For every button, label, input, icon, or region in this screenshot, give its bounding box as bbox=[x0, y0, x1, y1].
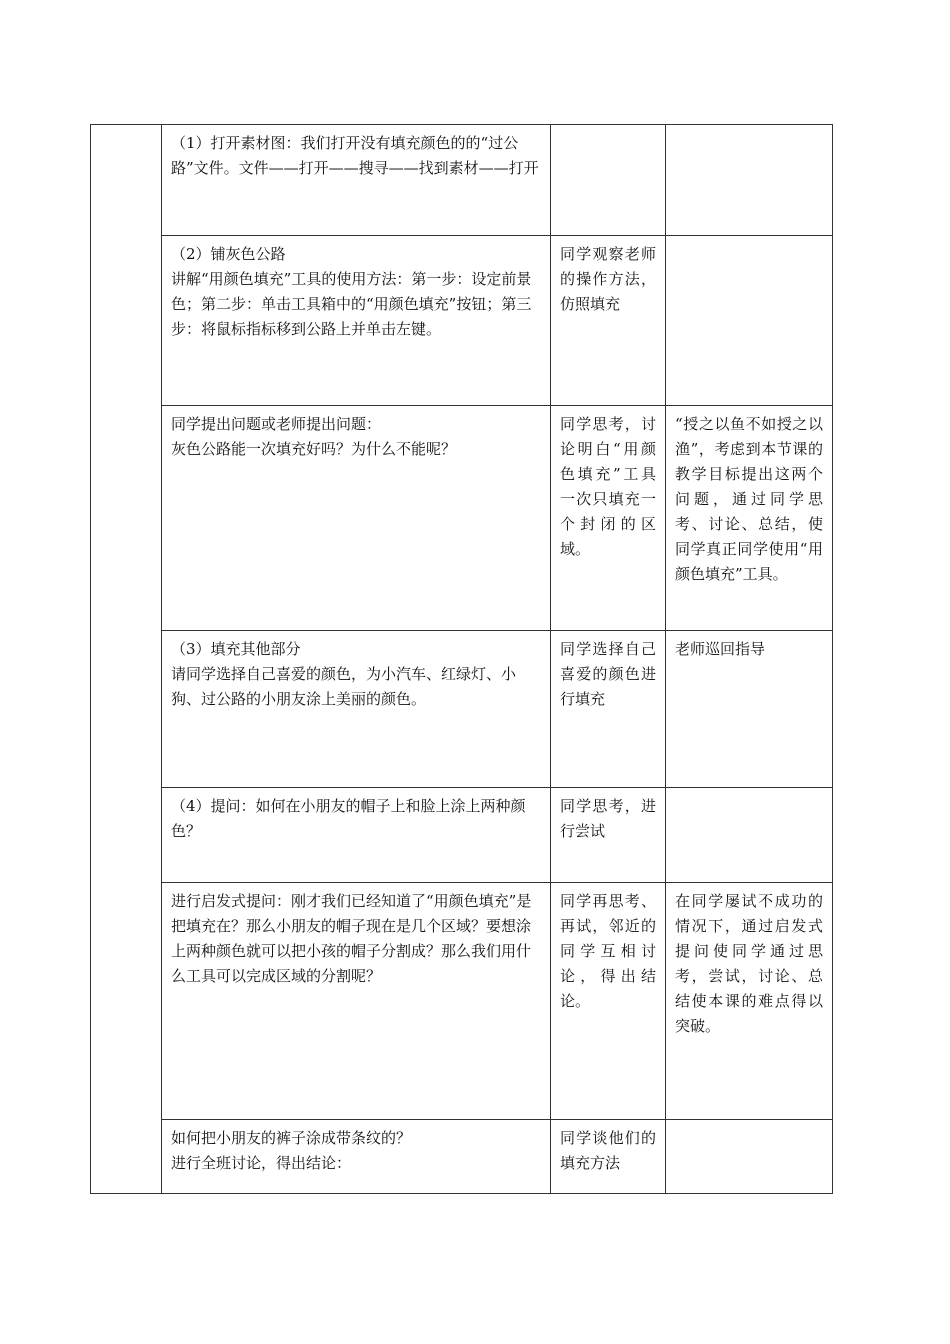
content-cell bbox=[162, 125, 551, 236]
table-row bbox=[91, 788, 833, 883]
table-row bbox=[91, 631, 833, 788]
student-activity-cell: 同学观察老师的操作方法，仿照填充 bbox=[551, 236, 666, 406]
student-activity-cell bbox=[551, 125, 666, 236]
content-text: （1）打开素材图：我们打开没有填充颜色的的“过公路”文件。文件——打开——搜寻——找到素材——打开 bbox=[171, 134, 539, 177]
content-heading: 如何把小朋友的裤子涂成带条纹的？ bbox=[171, 1129, 412, 1147]
content-cell bbox=[162, 788, 551, 883]
content-text: 讲解“用颜色填充”工具的使用方法：第一步：设定前景色；第二步：单击工具箱中的“用颜色填充”按钮；第三步：将鼠标指标移到公路上并单击左键。 bbox=[171, 270, 532, 338]
design-note-cell: 在同学屡试不成功的情况下，通过启发式提问使同学通过思考，尝试，讨论、总结使本课的难点得以突破。 bbox=[666, 883, 833, 1120]
content-heading: （3）填充其他部分 bbox=[171, 640, 301, 658]
content-cell bbox=[162, 1120, 551, 1194]
table-row bbox=[91, 1120, 833, 1194]
table-row bbox=[91, 236, 833, 406]
content-text: 请同学选择自己喜爱的颜色，为小汽车、红绿灯、小狗、过公路的小朋友涂上美丽的颜色。 bbox=[171, 665, 517, 708]
content-text: 进行启发式提问：刚才我们已经知道了“用颜色填充”是把填充在？那么小朋友的帽子现在是几个区域？要想涂上两种颜色就可以把小孩的帽子分割成？那么我们用什么工具可以完成区域的分割呢？ bbox=[171, 892, 532, 985]
student-activity-cell: 同学谈他们的填充方法 bbox=[551, 1120, 666, 1194]
content-heading: 同学提出问题或老师提出问题： bbox=[171, 415, 382, 433]
student-activity-cell: 同学思考，讨论明白“用颜色填充”工具一次只填充一个封闭的区域。 bbox=[551, 406, 666, 631]
student-activity-cell: 同学思考，进行尝试 bbox=[551, 788, 666, 883]
design-note-cell bbox=[666, 788, 833, 883]
student-activity-cell: 同学选择自己喜爱的颜色进行填充 bbox=[551, 631, 666, 788]
table-row bbox=[91, 883, 833, 1120]
design-note-cell: 老师巡回指导 bbox=[666, 631, 833, 788]
lesson-plan-table bbox=[90, 124, 833, 1194]
design-note-cell bbox=[666, 1120, 833, 1194]
content-text: 进行全班讨论，得出结论： bbox=[171, 1154, 352, 1172]
content-cell bbox=[162, 406, 551, 631]
design-note-cell: “授之以鱼不如授之以渔”，考虑到本节课的教学目标提出这两个问题，通过同学思考、讨论、总结，使同学真正同学使用“用颜色填充”工具。 bbox=[666, 406, 833, 631]
content-cell bbox=[162, 883, 551, 1120]
content-heading: （2）铺灰色公路 bbox=[171, 245, 286, 263]
table-row bbox=[91, 125, 833, 236]
design-note-cell bbox=[666, 125, 833, 236]
stage-column-cell bbox=[91, 125, 162, 1194]
student-activity-cell: 同学再思考、再试，邻近的同学互相讨论，得出结论。 bbox=[551, 883, 666, 1120]
table-row bbox=[91, 406, 833, 631]
content-cell bbox=[162, 236, 551, 406]
content-cell bbox=[162, 631, 551, 788]
content-text: 灰色公路能一次填充好吗？为什么不能呢？ bbox=[171, 440, 457, 458]
design-note-cell bbox=[666, 236, 833, 406]
content-text: （4）提问：如何在小朋友的帽子上和脸上涂上两种颜色？ bbox=[171, 797, 526, 840]
